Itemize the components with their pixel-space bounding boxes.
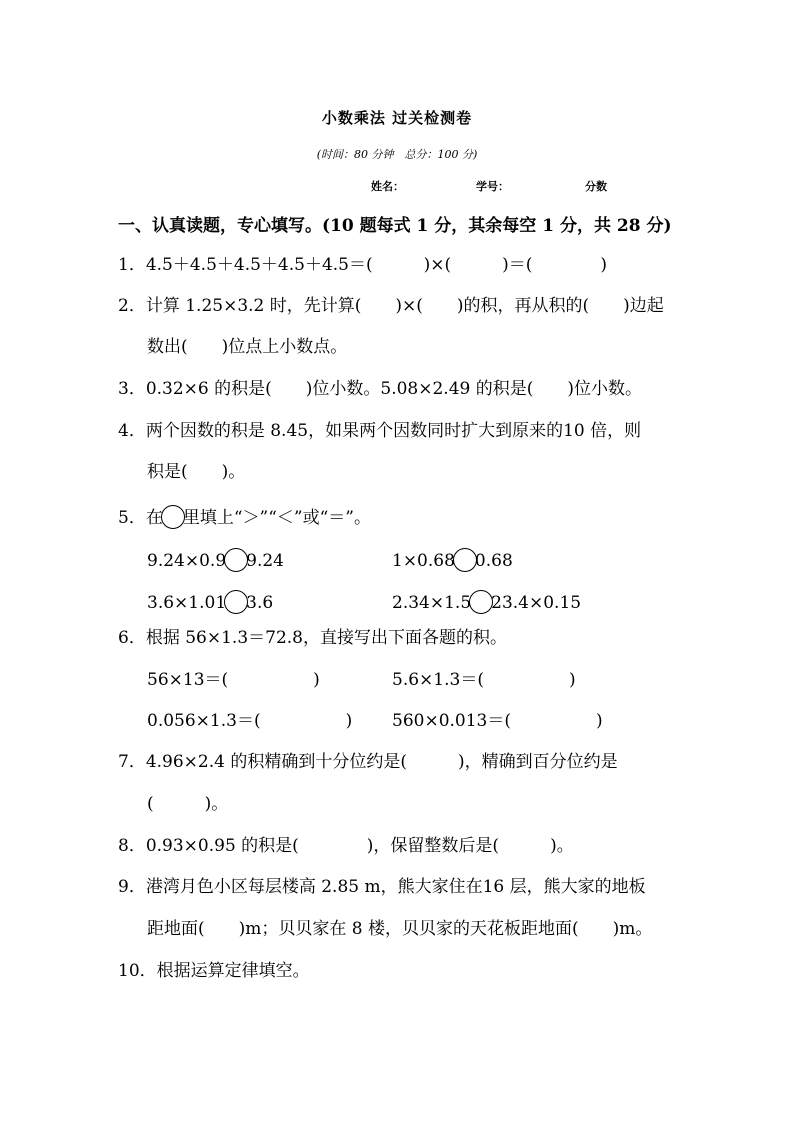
- question-4-line-1: 4．两个因数的积是 8.45，如果两个因数同时扩大到原来的10 倍，则: [118, 421, 642, 441]
- question-8: 8．0.93×0.95 的积是( )，保留整数后是( )。: [118, 836, 574, 856]
- comparison-a-right: 9.24: [246, 551, 284, 571]
- comparison-d: [392, 590, 581, 614]
- blank-circle-icon: [161, 505, 185, 529]
- question-4-line-2: 积是( )。: [147, 462, 246, 482]
- question-6-d: 560×0.013＝( ): [392, 711, 603, 731]
- section-heading: 一、认真读题，专心填写。(10 题每式 1 分，其余每空 1 分，共 28 分): [118, 216, 672, 236]
- score-label: 分数: [585, 180, 607, 193]
- comparison-d-right: 23.4×0.15: [491, 593, 582, 613]
- comparison-d-left: 2.34×1.5: [392, 593, 472, 613]
- question-2-line-1: 2．计算 1.25×3.2 时，先计算( )×( )的积，再从积的( )边起: [118, 296, 664, 316]
- comparison-b: [392, 548, 513, 572]
- question-5-instruction: 里填上“＞”“＜”或“＝”。: [182, 508, 371, 528]
- exam-info: (时间：80 分钟 总分：100 分): [316, 148, 478, 161]
- question-10: 10．根据运算定律填空。: [118, 961, 310, 981]
- comparison-c-left: 3.6×1.01: [147, 593, 227, 613]
- comparison-c: [147, 590, 273, 614]
- question-6-c: 0.056×1.3＝( ): [147, 711, 353, 731]
- student-info-row: [0, 178, 794, 194]
- answer-circle-icon[interactable]: [453, 548, 477, 572]
- question-2-line-2: 数出( )位点上小数点。: [147, 337, 348, 357]
- question-1: 1．4.5＋4.5＋4.5＋4.5＋4.5＝( )×( )＝( ): [118, 255, 608, 275]
- question-6: 6．根据 56×1.3＝72.8，直接写出下面各题的积。: [118, 628, 507, 648]
- question-9-line-2: 距地面( )m；贝贝家在 8 楼，贝贝家的天花板距地面( )m。: [147, 919, 653, 939]
- comparison-c-right: 3.6: [246, 593, 274, 613]
- question-5-prefix: 5．在: [118, 508, 163, 528]
- name-label: 姓名：: [371, 180, 404, 193]
- question-7-line-2: ( )。: [147, 794, 229, 814]
- page-title: 小数乘法 过关检测卷: [321, 109, 473, 127]
- comparison-a-left: 9.24×0.9: [147, 551, 227, 571]
- question-6-a: 56×13＝( ): [147, 670, 320, 690]
- question-6-b: 5.6×1.3＝( ): [392, 670, 576, 690]
- answer-circle-icon[interactable]: [224, 548, 248, 572]
- comparison-b-left: 1×0.68: [392, 551, 455, 571]
- question-5: [118, 505, 371, 529]
- question-9-line-1: 9．港湾月色小区每层楼高 2.85 m，熊大家住在16 层，熊大家的地板: [118, 877, 646, 897]
- answer-circle-icon[interactable]: [224, 590, 248, 614]
- comparison-a: [147, 548, 284, 572]
- question-7-line-1: 7．4.96×2.4 的积精确到十分位约是( )，精确到百分位约是: [118, 752, 618, 772]
- question-3: 3．0.32×6 的积是( )位小数。5.08×2.49 的积是( )位小数。: [118, 379, 643, 399]
- comparison-b-right: 0.68: [474, 551, 513, 571]
- student-id-label: 学号：: [476, 180, 509, 193]
- answer-circle-icon[interactable]: [469, 590, 493, 614]
